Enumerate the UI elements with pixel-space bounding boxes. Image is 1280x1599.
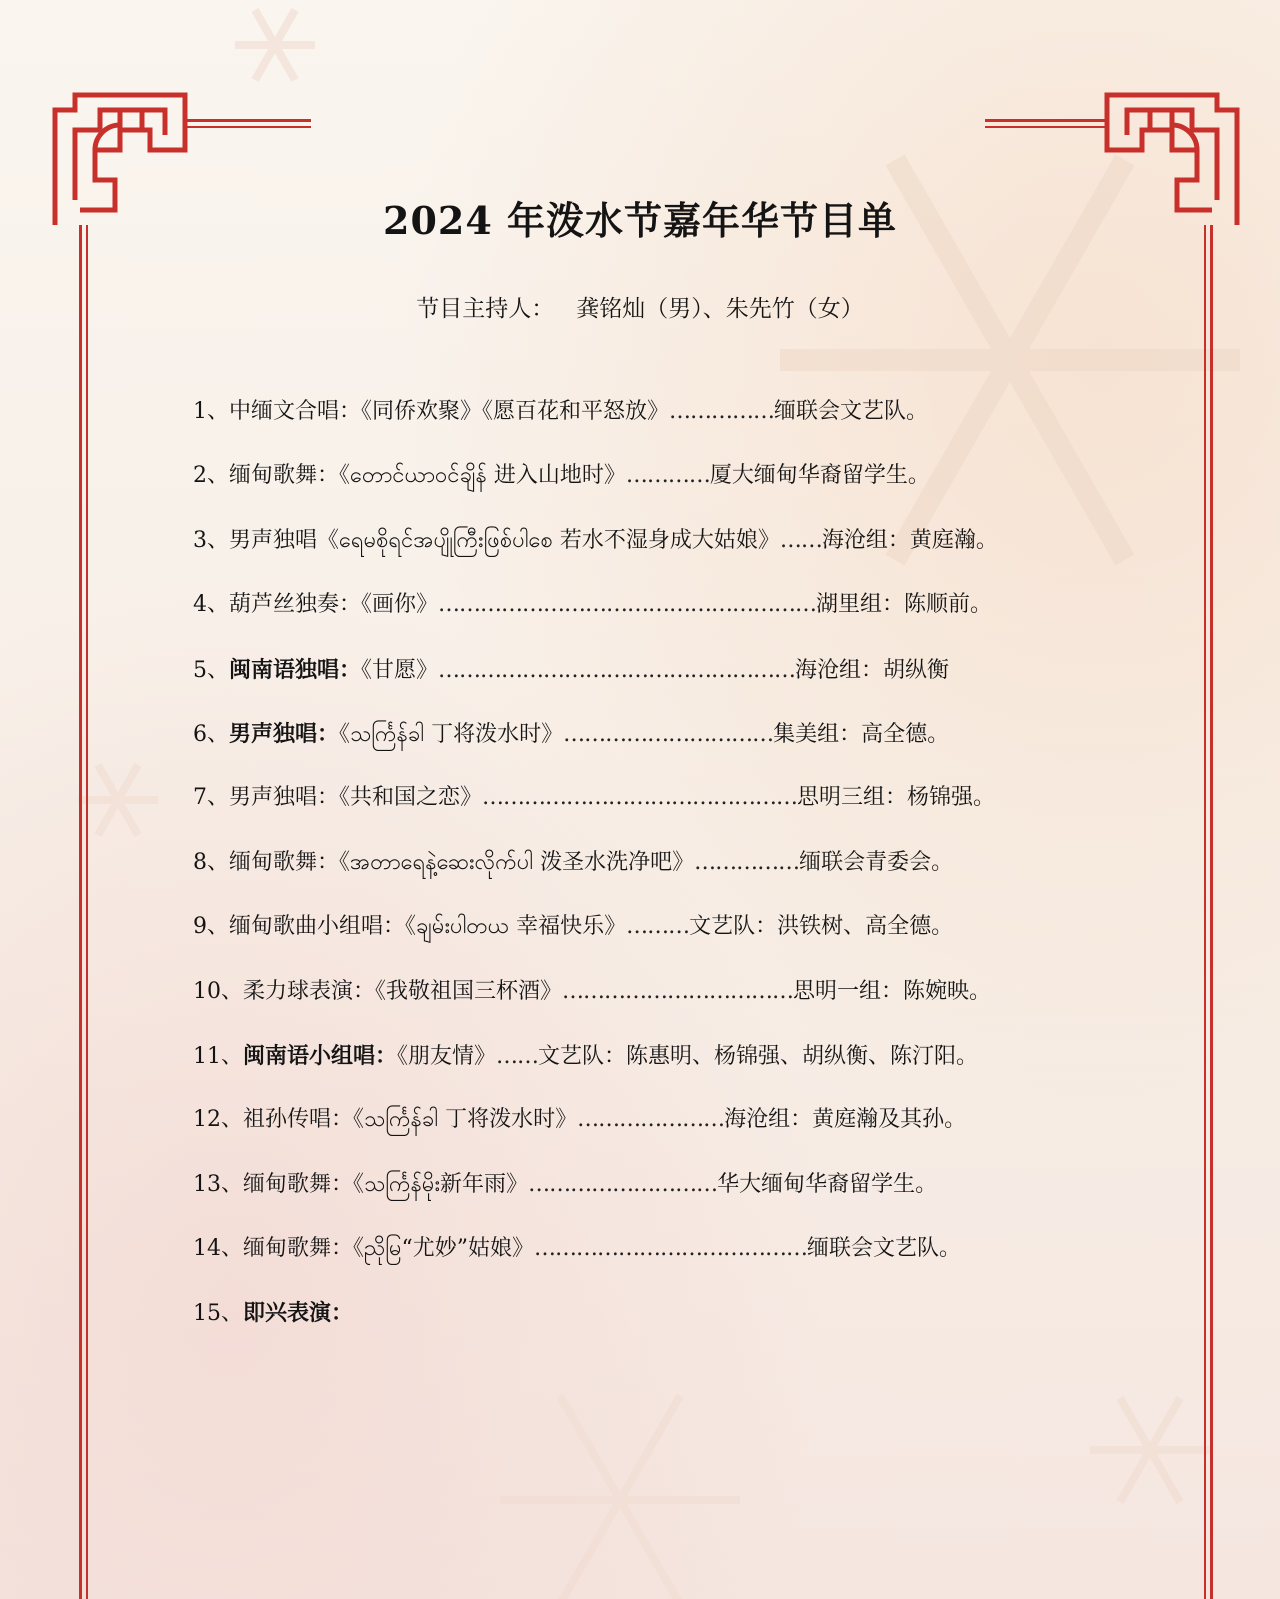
program-performer: 海沧组：胡纵衡 — [795, 657, 950, 683]
program-leader: ………………………………… — [534, 1236, 808, 1262]
program-performer: 思明三组：杨锦强。 — [797, 785, 996, 811]
program-leader: …………… — [694, 849, 800, 875]
program-performer: 湖里组：陈顺前。 — [816, 592, 993, 618]
frame-right-line-inner — [1204, 225, 1206, 1599]
program-category: 中缅文合唱： — [229, 399, 362, 424]
program-item-15 — [193, 1281, 1093, 1345]
program-work: 《共和国之恋》 — [339, 785, 483, 811]
program-performer: 缅联会青委会。 — [799, 849, 954, 875]
program-num: 7、 — [193, 785, 229, 811]
program-item-3 — [193, 509, 1093, 573]
program-work: 《အတာရေနဲ့ဆေးလိုက်ပါ 泼圣水洗净吧》 — [339, 849, 695, 875]
hosts-line — [0, 290, 1280, 323]
program-performer: 文艺队：陈惠明、杨锦强、胡纵衡、陈汀阳。 — [538, 1043, 979, 1069]
program-leader: ………………… — [577, 1107, 725, 1133]
program-performer: 华大缅甸华裔留学生。 — [717, 1171, 938, 1197]
program-category: 缅甸歌舞： — [243, 1171, 354, 1197]
frame-left-line — [79, 225, 82, 1599]
program-work: 《同侨欢聚》《愿百花和平怒放》 — [361, 399, 670, 424]
program-work: 《朋友情》 — [397, 1043, 497, 1069]
program-work: 《ချမ်းပါတယ 幸福快乐》 — [405, 914, 627, 940]
program-leader: …………… — [669, 399, 775, 424]
program-item-5 — [193, 638, 1093, 702]
program-performer: 文艺队：洪铁树、高全德。 — [689, 914, 954, 940]
program-category: 缅甸歌曲小组唱： — [229, 914, 406, 940]
program-category: 缅甸歌舞： — [243, 1236, 354, 1262]
program-leader: ………… — [625, 463, 710, 489]
program-performer: 思明一组：陈婉映。 — [793, 978, 992, 1004]
program-leader: ………………………… — [563, 721, 774, 747]
program-num: 4、 — [193, 592, 229, 618]
program-num: 5、 — [193, 657, 229, 683]
program-work: 《我敬祖国三杯酒》 — [375, 978, 563, 1004]
program-performer: 集美组：高全德。 — [773, 721, 950, 747]
program-category: 男声独唱： — [229, 785, 340, 811]
program-leader: ……………………… — [528, 1171, 718, 1197]
program-leader: ……… — [626, 914, 690, 940]
program-item-14 — [193, 1217, 1093, 1281]
program-item-12 — [193, 1088, 1093, 1152]
program-item-13 — [193, 1153, 1093, 1217]
program-category: 闽南语小组唱： — [243, 1042, 398, 1069]
hosts-names: 龚铭灿（男）、朱先竹（女） — [576, 296, 864, 322]
program-work: 《ရေမစိုရင်အပျိုကြီးဖြစ်ပါစေ 若水不湿身成大姑娘》 — [317, 527, 780, 553]
program-category: 闽南语独唱： — [229, 656, 362, 683]
program-num: 10、 — [193, 978, 243, 1004]
program-work: 《သင်္ကြန်ခါ 丁将泼水时》 — [339, 721, 564, 747]
program-leader: …… — [496, 1043, 539, 1069]
program-item-7 — [193, 766, 1093, 830]
program-num: 15、 — [193, 1301, 243, 1327]
program-leader: ……………………………………… — [482, 785, 798, 811]
program-num: 6、 — [193, 721, 229, 747]
program-item-2 — [193, 444, 1093, 508]
program-category: 男声独唱 — [229, 527, 318, 553]
hosts-label: 节目主持人： — [416, 296, 555, 322]
program-performer: 海沧组：黄庭瀚。 — [821, 527, 998, 553]
program-item-10 — [193, 960, 1093, 1024]
program-item-11 — [193, 1024, 1093, 1088]
program-performer: 缅联会文艺队。 — [774, 399, 929, 424]
program-num: 11、 — [193, 1043, 243, 1069]
program-category: 男声独唱： — [229, 720, 340, 747]
program-num: 9、 — [193, 914, 229, 940]
frame-right-line — [1210, 225, 1213, 1599]
program-work: 《သင်္ကြန်ခါ 丁将泼水时》 — [353, 1107, 578, 1133]
program-num: 3、 — [193, 527, 229, 553]
page-title: 2024 年泼水节嘉年华节目单 — [383, 198, 897, 243]
program-list — [193, 380, 1093, 1346]
program-item-8 — [193, 831, 1093, 895]
program-num: 14、 — [193, 1236, 243, 1262]
program-work: 《甘愿》 — [361, 657, 439, 683]
program-leader: …………………………… — [562, 978, 794, 1004]
program-performer: 缅联会文艺队。 — [807, 1236, 962, 1262]
program-category: 缅甸歌舞： — [229, 463, 340, 489]
program-performer: 厦大缅甸华裔留学生。 — [709, 463, 930, 489]
program-category: 葫芦丝独奏： — [229, 592, 362, 618]
program-item-6 — [193, 702, 1093, 766]
program-num: 2、 — [193, 463, 229, 489]
program-leader: ……………………………………………… — [438, 592, 817, 618]
program-num: 13、 — [193, 1171, 243, 1197]
program-leader: …… — [779, 527, 822, 553]
program-performer: 海沧组：黄庭瀚及其孙。 — [724, 1107, 967, 1133]
program-category: 祖孙传唱： — [243, 1107, 354, 1133]
program-category: 柔力球表演： — [243, 978, 376, 1004]
program-item-4 — [193, 573, 1093, 637]
frame-left-line-inner — [86, 225, 88, 1599]
program-category: 即兴表演： — [243, 1300, 354, 1327]
program-item-9 — [193, 895, 1093, 959]
program-item-1 — [193, 380, 1093, 444]
program-num: 12、 — [193, 1107, 243, 1133]
program-category: 缅甸歌舞： — [229, 849, 340, 875]
program-work: 《ညိုမြ“尤妙”姑娘》 — [353, 1236, 535, 1262]
program-leader: …………………………………………… — [438, 657, 796, 683]
program-work: 《တောင်ယာဝင်ချိန် 进入山地时》 — [339, 463, 626, 489]
program-work: 《သင်္ကြန်မိုး新年雨》 — [353, 1171, 529, 1197]
program-num: 1、 — [193, 399, 229, 424]
program-work: 《画你》 — [361, 592, 439, 618]
program-num: 8、 — [193, 849, 229, 875]
